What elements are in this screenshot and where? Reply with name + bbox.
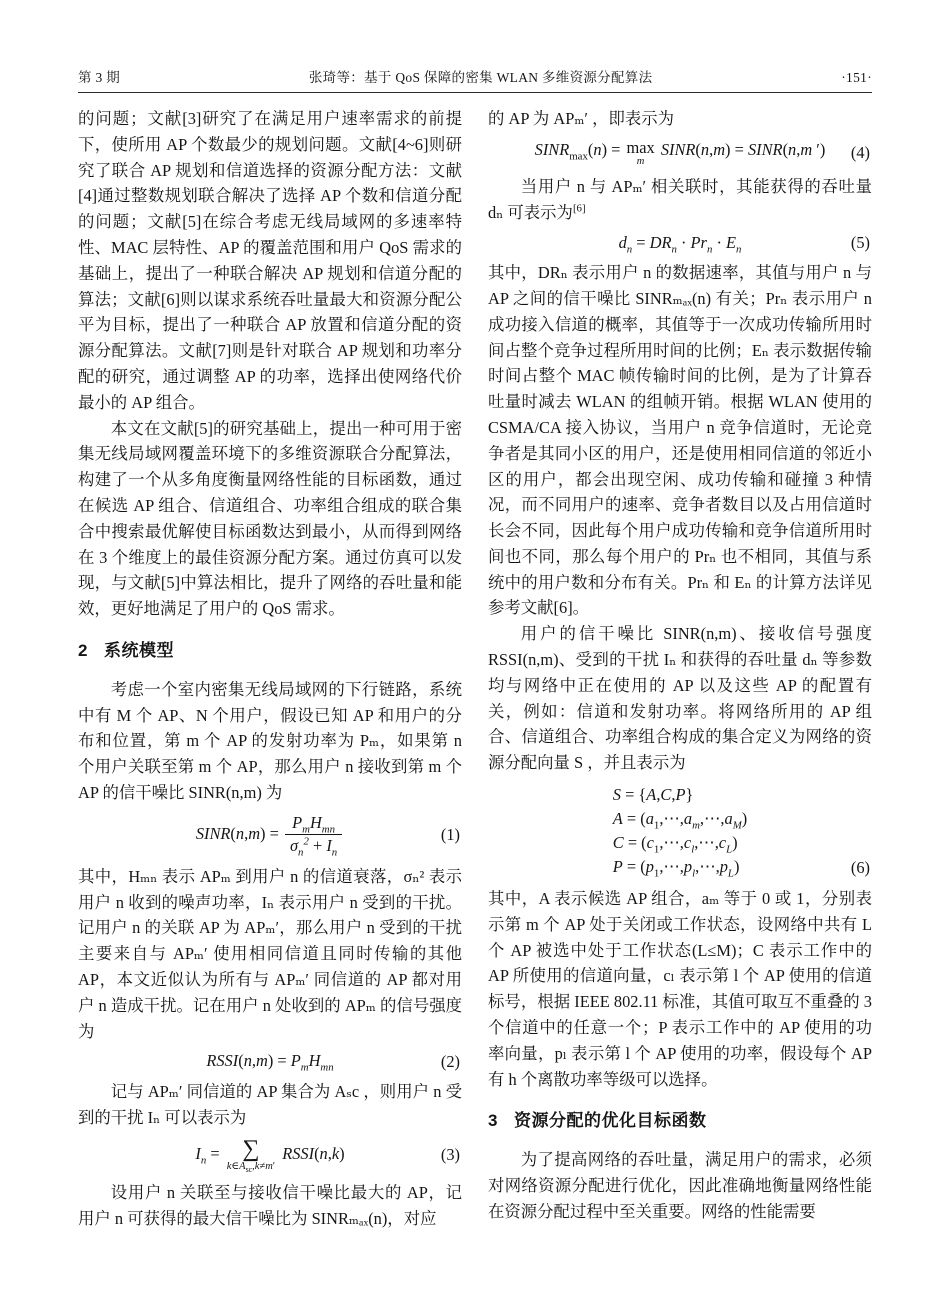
section-number: 3 [488,1111,498,1131]
sigma-operator: ∑ [242,1136,260,1163]
equation-4 [488,139,872,167]
paragraph-contribution: 本文在文献[5]的研究基础上，提出一种可用于密集无线局域网覆盖环境下的多维资源联合分配算法，构建了一个从多角度衡量网络性能的目标函数，通过在候选 AP 组合、信道组合、功率组合组成的联合集合中搜索最优解使目标函数达到最小，从而得到网络在 3 个维度上的最佳资源分配方案。通过仿真可以发现，与文献[5]中算法相比，提升了网络的吞吐量和能效，更好地满足了用户的 QoS 需求。 [78,418,462,619]
equation-6-line-a: $A = (a_1,\cdots,a_m,\cdots,a_M)$ [612,809,748,832]
equation-3 [78,1137,462,1173]
section-heading-2 [78,638,462,664]
equation-6-group [613,783,747,879]
summation-limits: $k\in A_{sc},k\ne m'$ [226,1161,276,1175]
page-header [78,66,872,86]
max-operator [626,139,654,167]
paragraph-sinr-terms: 其中，Hₘₙ 表示 APₘ 到用户 n 的信道衰落，σₙ² 表示用户 n 收到的噪声功率，Iₙ 表示用户 n 受到的干扰。记用户 n 的关联 AP 为 APₘ′，那么用户 n 受到的干扰主要来自与 APₘ′ 使用相同信道且同时传输的其他 AP，本文近似认为所有与 APₘ′ 同信道的 AP 都对用户 n 造成干扰。记在用户 n 处收到的 APₘ 的信号强度为 [78,866,462,1041]
equation-2-body: RSSI(n,m) = $P_mH_{mn}$ [206,1051,334,1074]
fraction [285,813,342,857]
journal-issue: 第 3 期 [78,70,120,85]
running-title: 张琦等：基于 QoS 保障的密集 WLAN 多维资源分配算法 [308,70,653,85]
paragraph-intro-continuation: 的问题；文献[3]研究了在满足用户速率需求的前提下，使所用 AP 个数最少的规划问题。文献[4~6]则研究了联合 AP 规划和信道选择的资源分配方法：文献[4]通过整数规划联合解决了选择 AP 个数和信道分配的问题；文献[5]在综合考虑无线局域网的多速率特性、MAC 层特性、AP 的覆盖范围和用户 QoS 需求的基础上，提出了一种联合解决 AP 规划和信道分配的算法；文献[6]则以谋求系统吞吐量最大和资源分配公平为目标，提出了一种联合 AP 放置和信道分配的资源分配算法。文献[7]则是针对联合 AP 规划和功率分配的研究，通过调整 AP 的功率，选择出使网络代价最小的 AP 组合。 [78,109,462,412]
paragraph-max-sinr: 设用户 n 关联至与接收信干噪比最大的 AP，记用户 n 可获得的最大信干噪比为 SINRₘₐₓ(n)，对应 [78,1183,462,1229]
fraction-denominator: $\sigma_n^2 + I_n$ [285,834,342,857]
equation-6-line-c: $C = (c_1,\cdots,c_l,\cdots,c_L)$ [612,833,738,856]
fraction-numerator: $P_mH_{mn}$ [292,812,336,835]
equation-2 [78,1051,462,1072]
equation-1-lhs: SINR(n,m) = [195,823,283,843]
paragraph-interference-intro: 记与 APₘ′ 同信道的 AP 集合为 Aₛc ，则用户 n 受到的干扰 Iₙ 可以表示为 [78,1081,462,1127]
equation-number: (3) [440,1145,460,1165]
section-title: 系统模型 [103,640,174,660]
equation-5 [488,233,872,254]
header-rule [78,92,872,93]
two-column-body [78,106,872,1232]
equation-4-lhs: $SINR_{max}(n)$ = [534,140,625,163]
paragraph-optimization-intro: 为了提高网络的吞吐量，满足用户的需求，必须对网络资源分配进行优化，因此准确地衡量网络性能在资源分配过程中至关重要。网络的性能需要 [488,1150,872,1221]
equation-number: (5) [850,232,870,252]
page-number: ·151· [841,70,872,85]
citation-superscript: [6] [572,202,586,215]
equation-number: (4) [850,142,870,162]
equation-3-lhs: $I_n$ = [195,1144,224,1167]
equation-6-line-s: S = {A,C,P} [612,785,694,805]
paragraph-continuation: 的 AP 为 APₘ′ ，即表示为 [488,109,675,128]
max-limit: m [636,156,645,168]
equation-6 [488,783,872,879]
summation [227,1137,275,1173]
paragraph-throughput-terms: 其中，DRₙ 表示用户 n 的数据速率，其值与用户 n 与 AP 之间的信干噪比 SINRₘₐₓ(n) 有关；Prₙ 表示用户 n 成功接入信道的概率，其值等于一次成功传输所用时间占整个竞争过程所用时间的比例；Eₙ 表示数据传输时间占整个 MAC 帧传输时间的比例，是为了计算吞吐量时减去 WLAN 的组帧开销。根据 WLAN 使用的 CSMA/CA 接入协议，当用户 n 竞争信道时，无论竞争者是其同小区的用户，还是使用相同信道的邻近小区的用户，都会出现空闲、成功传输和碰撞 3 种情况，而不同用户的速率、竞争者数目以及占用信道时长会不同，因此每个用户成功传输和竞争信道所用时间也不同，那么每个用户的 Prₙ 也不相同，其值与系统中的用户数和分布有关。Prₙ 和 Eₙ 的计算方法详见参考文献[6]。 [488,263,872,618]
paragraph-throughput-text: 当用户 n 与 APₘ′ 相关联时，其能获得的吞吐量 dₙ 可表示为 [488,177,872,222]
equation-4-rhs: SINR(n,m) = SINR(n,m ′) [660,140,826,160]
equation-number: (1) [440,824,460,844]
paragraph-vector-terms: 其中，A 表示候选 AP 组合，aₘ 等于 0 或 1，分别表示第 m 个 AP 处于关闭或工作状态，设网络中共有 L 个 AP 被选中处于工作状态(L≤M)；C 表示工作中的 AP 所使用的信道向量，cₗ 表示第 l 个 AP 使用的信道标号，根据 IEEE 802.11 标准，其值可取互不重叠的 3 个信道中的任意一个；P 表示工作中的 AP 使用的功率向量，pₗ 表示第 l 个 AP 使用的功率，假设每个 AP 有 h 个离散功率等级可以选择。 [488,889,872,1089]
section-number: 2 [78,640,88,660]
right-column [488,106,872,1232]
left-column [78,106,462,1232]
paragraph-throughput-intro [488,174,872,226]
equation-1 [78,813,462,857]
equation-6-line-p: $P = (p_1,\cdots,p_l,\cdots,p_L)$ [612,857,740,880]
equation-5-body: $d_n = DR_n \cdot Pr_n \cdot E_n$ [618,232,742,255]
paragraph-resource-vector: 用户的信干噪比 SINR(n,m)、接收信号强度 RSSI(n,m)、受到的干扰 Iₙ 和获得的吞吐量 dₙ 等参数均与网络中正在使用的 AP 以及这些 AP 的配置有关，例如：信道和发射功率。将网络所用的 AP 组合、信道组合、功率组合构成的集合定义为网络的资源分配向量 S ，并且表示为 [488,624,872,773]
paragraph-system-model: 考虑一个室内密集无线局域网的下行链路，系统中有 M 个 AP、N 个用户，假设已知 AP 和用户的分布和位置，第 m 个 AP 的发射功率为 Pₘ，如果第 n 个用户关联至第 m 个 AP，那么用户 n 接收到第 m 个 AP 的信干噪比 SINR(n,m) 为 [78,679,462,802]
max-label: max [626,137,655,157]
equation-number: (2) [440,1051,460,1071]
section-heading-3 [488,1108,872,1134]
section-title: 资源分配的优化目标函数 [513,1111,707,1131]
equation-number: (6) [850,857,870,877]
equation-3-rhs: RSSI(n,k) [282,1144,345,1164]
